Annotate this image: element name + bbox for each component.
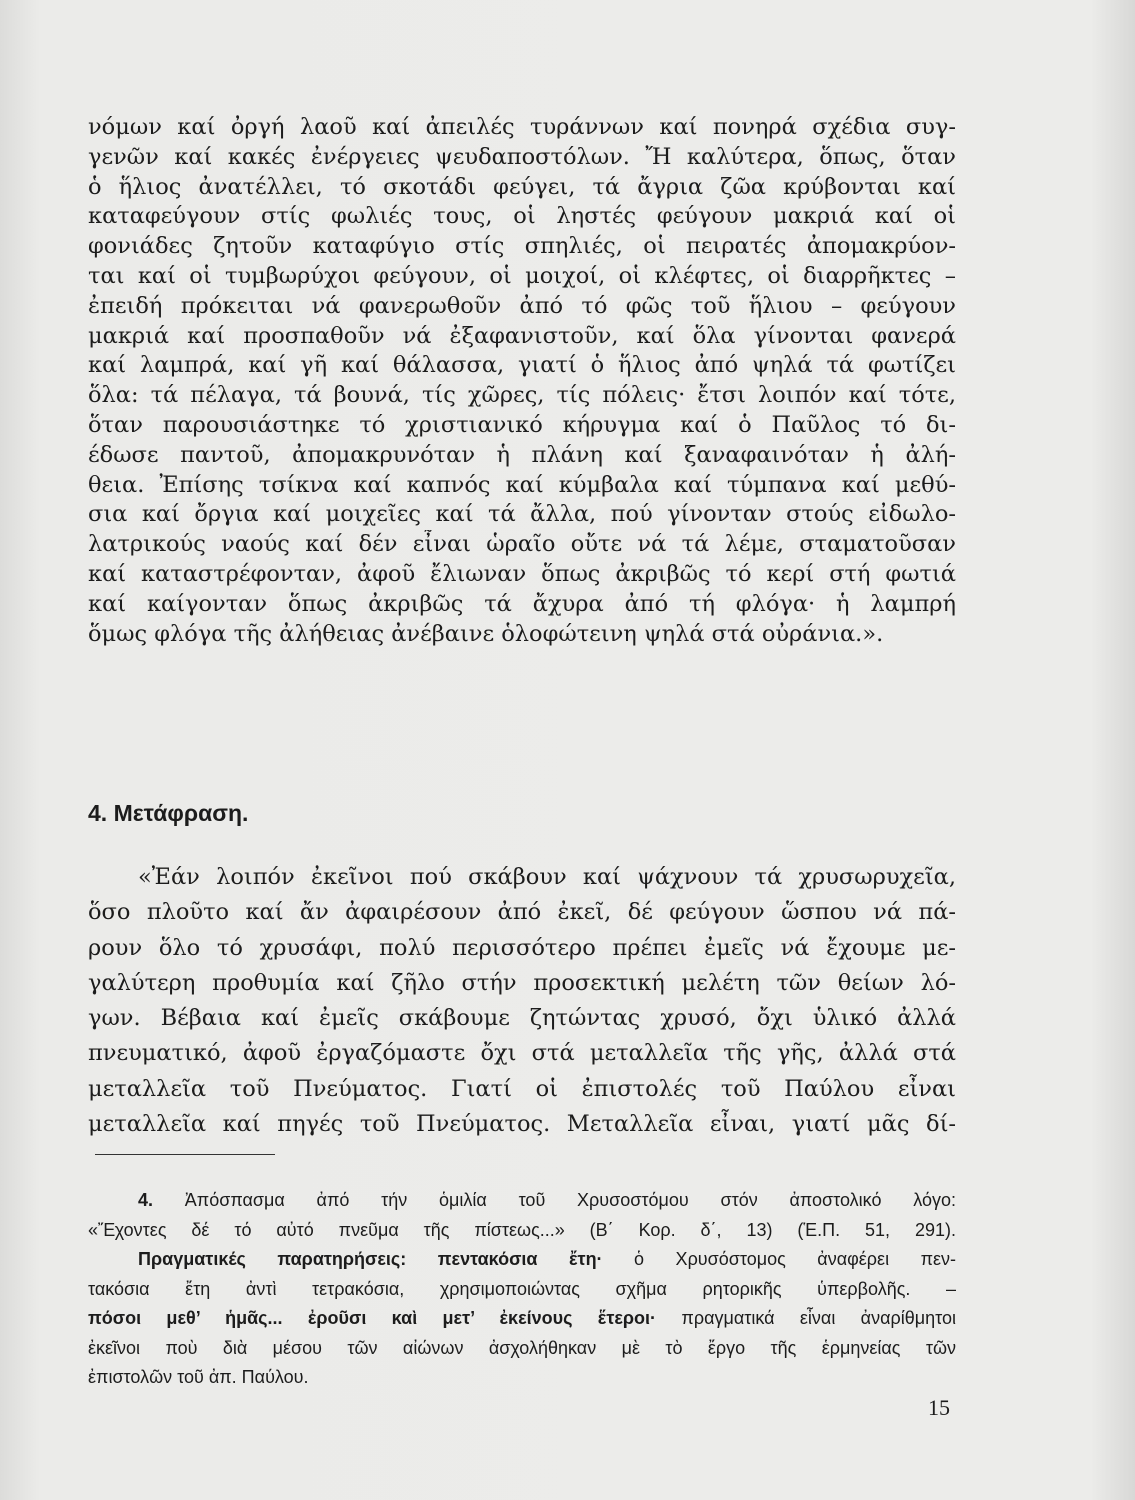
text-line: έδωσε παντοῦ, ἀπομακρυνόταν ἡ πλάνη καί ξαναφαινόταν ἡ ἀλή- bbox=[88, 441, 956, 468]
text-line: μεταλλεῖα τοῦ Πνεύματος. Γιατί οἱ ἐπιστολές τοῦ Παύλου εἶναι bbox=[88, 1075, 956, 1102]
text-line: ὅλα: τά πέλαγα, τά βουνά, τίς χῶρες, τίς πόλεις· ἔτσι λοιπόν καί τότε, bbox=[88, 382, 956, 409]
text-line: λατρικούς ναούς καί δέν εἶναι ὡραῖο οὔτε νά τά λέμε, σταματοῦσαν bbox=[88, 531, 956, 558]
text-line: μακριά καί προσπαθοῦν νά ἐξαφανιστοῦν, καί ὅλα γίνονται φανερά bbox=[88, 322, 956, 349]
quote-paragraph bbox=[88, 113, 956, 649]
footnotes bbox=[88, 1186, 956, 1393]
text-line: φονιάδες ζητοῦν καταφύγιο στίς σπηλιές, οἱ πειρατές ἀπομακρύον- bbox=[88, 233, 956, 260]
text-line: καί καίγονταν ὅπως ἀκριβῶς τά ἄχυρα ἀπό τή φλόγα· ἡ λαμπρή bbox=[88, 590, 956, 617]
page-number: 15 bbox=[928, 1395, 950, 1420]
text-line: θεια. Ἐπίσης τσίκνα καί καπνός καί κύμβαλα καί τύμπανα καί μεθύ- bbox=[88, 471, 956, 498]
text-line: ὅμως φλόγα τῆς ἀλήθειας ἀνέβαινε ὁλοφώτεινη ψηλά στά οὐράνια.». bbox=[88, 620, 884, 647]
text-line: γαλύτερη προθυμία καί ζῆλο στήν προσεκτική μελέτη τῶν θείων λό- bbox=[88, 969, 956, 996]
text-line: πνευματικό, ἀφοῦ ἐργαζόμαστε ὄχι στά μεταλλεῖα τῆς γῆς, ἀλλά στά bbox=[88, 1040, 956, 1067]
text-line: ρουν ὅλο τό χρυσάφι, πολύ περισσότερο πρέπει ἐμεῖς νά ἔχουμε με- bbox=[88, 934, 956, 961]
text-line: ἐπειδή πρόκειται νά φανερωθοῦν ἀπό τό φῶς τοῦ ἥλιου – φεύγουν bbox=[88, 292, 956, 319]
text-line: ὁ ἥλιος ἀνατέλλει, τό σκοτάδι φεύγει, τά ἄγρια ζῶα κρύβονται καί bbox=[88, 173, 956, 200]
text-line: ὅσο πλοῦτο καί ἄν ἀφαιρέσουν ἀπό ἐκεῖ, δέ φεύγουν ὥσπου νά πά- bbox=[88, 899, 956, 926]
footnote-divider bbox=[95, 1154, 275, 1155]
footnote-line: τακόσια ἔτη ἀντὶ τετρακόσια, χρησιμοποιώντας σχῆμα ρητορικῆς ὑπερβολῆς. – bbox=[88, 1278, 956, 1299]
text-line: ὅταν παρουσιάστηκε τό χριστιανικό κήρυγμα καί ὁ Παῦλος τό δι- bbox=[88, 411, 956, 438]
text-line: σια καί ὄργια καί μοιχεῖες καί τά ἄλλα, πού γίνονταν στούς εἰδωλο- bbox=[88, 501, 956, 528]
footnote-line: «Ἔχοντες δέ τό αὐτό πνεῦμα τῆς πίστεως...» (Β΄ Κορ. δ΄, 13) (Ἑ.Π. 51, 291). bbox=[88, 1219, 956, 1240]
text-line: «Ἐάν λοιπόν ἐκεῖνοι πού σκάβουν καί ψάχνουν τά χρυσωρυχεῖα, bbox=[138, 864, 956, 890]
footnote-line: Πραγματικές παρατηρήσεις: πεντακόσια ἔτη· ὁ Χρυσόστομος ἀναφέρει πεν- bbox=[138, 1249, 956, 1269]
text-line: ται καί οἱ τυμβωρύχοι φεύγουν, οἱ μοιχοί, οἱ κλέφτες, οἱ διαρρῆκτες – bbox=[88, 262, 956, 289]
footnote-line: 4. Ἀπόσπασμα ἀπό τήν ὁμιλία τοῦ Χρυσοστόμου στόν ἀποστολικό λόγο: bbox=[138, 1190, 956, 1210]
footnote-line: ἐκεῖνοι ποὺ διὰ μέσου τῶν αἰώνων ἀσχολήθηκαν μὲ τὸ ἔργο τῆς ἑρμηνείας τῶν bbox=[88, 1337, 956, 1358]
text-line: νόμων καί ὀργή λαοῦ καί ἀπειλές τυράννων καί πονηρά σχέδια συγ- bbox=[88, 114, 956, 140]
text-line: γενῶν καί κακές ἐνέργειες ψευδαποστόλων. Ἤ καλύτερα, ὅπως, ὅταν bbox=[88, 143, 956, 170]
text-line: καί λαμπρά, καί γῆ καί θάλασσα, γιατί ὁ ἥλιος ἀπό ψηλά τά φωτίζει bbox=[88, 352, 956, 379]
text-line: καί καταστρέφονταν, ἀφοῦ ἔλιωναν ὅπως ἀκριβῶς τό κερί στή φωτιά bbox=[88, 560, 956, 587]
section-heading: 4. Μετάφραση. bbox=[88, 800, 249, 826]
text-line: καταφεύγουν στίς φωλιές τους, οἱ ληστές φεύγουν μακριά καί οἱ bbox=[88, 203, 956, 230]
text-line: μεταλλεῖα καί πηγές τοῦ Πνεύματος. Μεταλλεῖα εἶναι, γιατί μᾶς δί- bbox=[88, 1111, 956, 1138]
footnote-line: πόσοι μεθ’ ἡμᾶς... ἐροῦσι καὶ μετ’ ἐκείνους ἕτεροι· πραγματικά εἶναι ἀναρίθμητοι bbox=[88, 1308, 956, 1328]
footnote-line: ἐπιστολῶν τοῦ ἀπ. Παύλου. bbox=[88, 1367, 309, 1387]
translation-paragraph bbox=[88, 860, 956, 1142]
text-line: γων. Βέβαια καί ἐμεῖς σκάβουμε ζητώντας χρυσό, ὄχι ὑλικό ἀλλά bbox=[88, 1005, 956, 1032]
